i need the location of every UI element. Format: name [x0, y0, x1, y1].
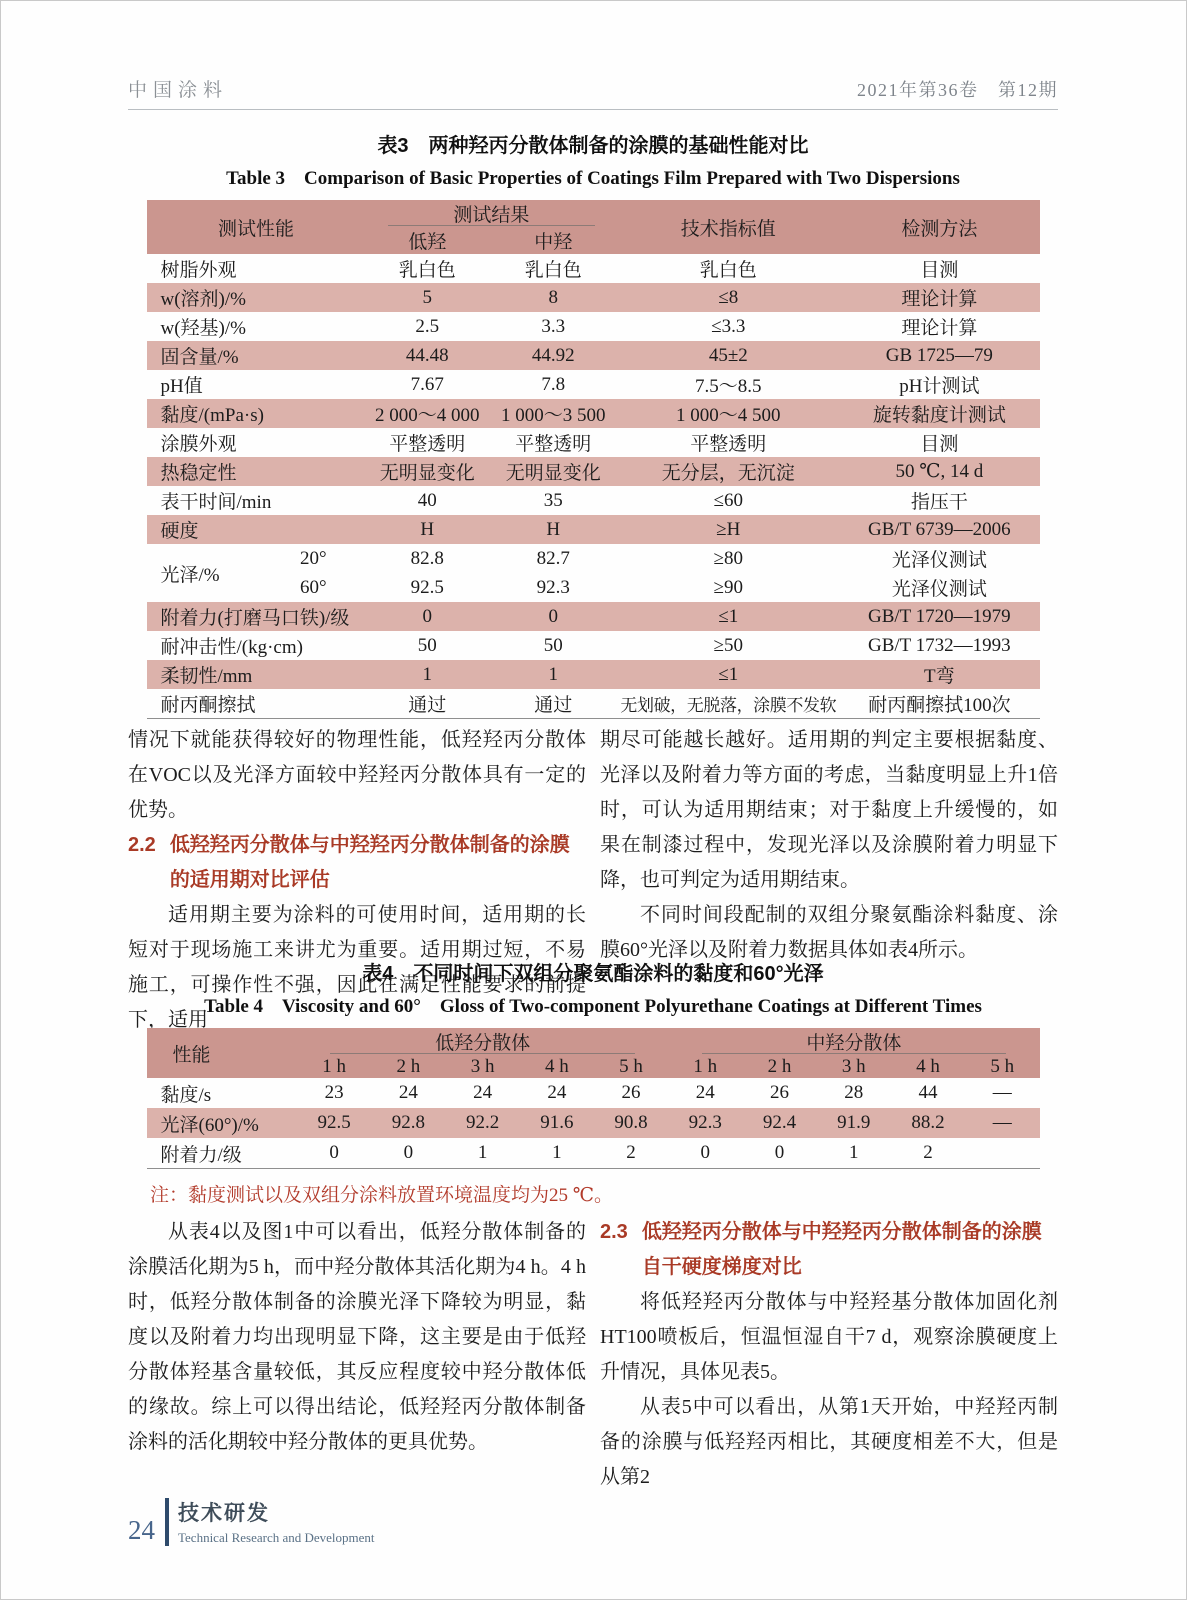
cell-mid: 92.3 [536, 576, 570, 598]
section-title: 低羟羟丙分散体与中羟羟丙分散体制备的涂膜自干硬度梯度对比 [641, 1221, 1042, 1278]
table-row [147, 631, 1040, 660]
cell: 92.2 [465, 1112, 500, 1133]
row-label: 固含量/% [160, 347, 239, 368]
cell: 2 [923, 1142, 933, 1163]
row-label: 涂膜外观 [160, 434, 237, 455]
col-group-mid: 中羟分散体 [668, 1028, 1039, 1055]
section-title: 低羟羟丙分散体与中羟羟丙分散体制备的涂膜的适用期对比评估 [169, 834, 570, 891]
table-row [147, 200, 1040, 227]
cell-low: 40 [417, 489, 437, 511]
table-row [147, 1078, 1040, 1108]
table-row [147, 486, 1040, 515]
table4-body [147, 1078, 1040, 1169]
cell-mid: 无明显变化 [505, 463, 601, 484]
cell: 24 [547, 1082, 567, 1103]
cell-spec: 乳白色 [699, 260, 757, 281]
section-number: 2.2 [128, 834, 156, 856]
row-label: pH值 [160, 376, 203, 397]
cell-method: 光泽仪测试 [891, 550, 987, 571]
cell-spec: 7.5～8.5 [695, 376, 762, 397]
col-header-method: 检测方法 [901, 218, 978, 240]
cell: 0 [700, 1142, 711, 1163]
table-row [147, 1028, 1040, 1055]
column-left [128, 1215, 586, 1495]
cell-method: GB/T 1720—1979 [868, 605, 1011, 627]
footer-section [178, 1497, 375, 1546]
cell-mid: 1 000～3 500 [500, 405, 606, 426]
cell-low: 50 [417, 634, 437, 656]
header-rule [128, 109, 1058, 110]
page-number: 24 [128, 1515, 155, 1545]
cell: 91.9 [837, 1112, 871, 1133]
col-header-time: 2 h [396, 1055, 421, 1077]
cell: 1 [552, 1142, 562, 1163]
cell-mid: 82.7 [536, 547, 570, 569]
table3-caption-zh: 表3 两种羟丙分散体制备的涂膜的基础性能对比 [377, 135, 809, 157]
cell: 91.6 [540, 1112, 574, 1133]
cell-mid: 0 [548, 605, 558, 627]
col-header-time: 2 h [767, 1055, 792, 1077]
row-label: 黏度/s [160, 1084, 212, 1106]
table3 [147, 200, 1040, 719]
cell-low: 92.5 [410, 576, 444, 598]
cell-spec: ≤60 [713, 489, 743, 511]
cell: 24 [473, 1082, 493, 1103]
cell-mid: 8 [548, 286, 558, 308]
row-label: 光泽(60°)/% [160, 1114, 259, 1136]
table4-header [147, 1028, 1040, 1078]
journal-title: 中国涂料 [128, 80, 229, 101]
row-label: 柔韧性/mm [160, 666, 253, 687]
row-label: 表干时间/min [160, 492, 272, 513]
paragraph: 不同时间段配制的双组分聚氨酯涂料黏度、涂膜60°光泽以及附着力数据具体如表4所示。 [600, 904, 1058, 961]
section-number: 2.3 [600, 1221, 628, 1243]
col-header-time: 4 h [916, 1055, 940, 1077]
table4-note: 注：黏度测试以及双组分涂料放置环境温度均为25 ℃。 [150, 1185, 614, 1206]
cell-spec: 平整透明 [690, 434, 767, 455]
body-columns-bottom [128, 1215, 1058, 1495]
col-header-time: 1 h [693, 1055, 718, 1077]
cell: 1 [849, 1142, 859, 1163]
table3-body [147, 254, 1040, 719]
cell: 90.8 [614, 1112, 648, 1133]
section-heading-2-3 [600, 1215, 1058, 1285]
col-header-property: 测试性能 [217, 218, 294, 240]
cell-mid: 7.8 [541, 373, 566, 395]
cell: — [992, 1112, 1012, 1133]
cell-spec: ≤1 [718, 605, 739, 627]
cell: 26 [770, 1082, 790, 1103]
cell: 44 [918, 1082, 938, 1103]
table-row [147, 312, 1040, 341]
cell [965, 1138, 1039, 1169]
cell-low: 44.48 [405, 344, 449, 366]
col-header-time: 3 h [470, 1055, 495, 1077]
cell-method: 理论计算 [901, 289, 978, 310]
cell-spec: 无划破，无脱落，涂膜不发软 [620, 696, 837, 715]
paragraph: 从表5中可以看出，从第1天开始，中羟羟丙制备的涂膜与低羟羟丙相比，其硬度相差不大，但是从第2 [600, 1396, 1058, 1488]
table-row [147, 602, 1040, 631]
col-header-time: 3 h [841, 1055, 866, 1077]
cell-mid: 35 [543, 489, 563, 511]
cell-low: 5 [422, 286, 432, 308]
row-label: 硬度 [160, 521, 199, 542]
cell-mid: 1 [548, 663, 558, 685]
row-label: 耐丙酮擦拭 [160, 695, 256, 716]
cell-low: 无明显变化 [379, 463, 475, 484]
cell-low: 82.8 [410, 547, 444, 569]
cell-low: 乳白色 [398, 260, 456, 281]
paragraph: 从表4以及图1中可以看出，低羟分散体制备的涂膜活化期为5 h，而中羟分散体其活化期为4 h。4 h时，低羟分散体制备的涂膜光泽下降较为明显，黏度以及附着力均出现明显下降，这主要是由于低羟分散体羟基含量较低，其反应程度较中羟分散体低的缘故。综上可以得出结论，低羟羟丙分散体制备涂料的活化期较中羟分散体的更具优势。 [128, 1221, 586, 1453]
row-label-gloss: 光泽/% [160, 564, 220, 586]
cell: 23 [324, 1082, 344, 1103]
cell-method: 指压干 [910, 492, 968, 513]
footer-divider [165, 1498, 169, 1546]
cell-method: 旋转黏度计测试 [872, 405, 1006, 426]
row-label: w(溶剂)/% [160, 289, 246, 310]
cell-low: 平整透明 [389, 434, 466, 455]
cell-method: 目测 [920, 434, 959, 455]
cell: 92.5 [317, 1112, 351, 1133]
row-label: 树脂外观 [160, 260, 237, 281]
col-header-property: 性能 [172, 1044, 211, 1066]
cell-method: 理论计算 [901, 318, 978, 339]
cell-low: 2 000～4 000 [374, 405, 480, 426]
table-row [147, 399, 1040, 428]
cell: 1 [477, 1142, 488, 1163]
cell-spec: 45±2 [708, 344, 748, 366]
cell-spec: 1 000～4 500 [676, 405, 781, 426]
page-header [128, 75, 1058, 102]
table-row [147, 1108, 1040, 1138]
table-row [147, 254, 1040, 283]
cell-spec: ≤1 [718, 663, 739, 685]
table-row [147, 457, 1040, 486]
table-row [147, 283, 1040, 312]
paragraph: 情况下就能获得较好的物理性能，低羟羟丙分散体在VOC以及光泽方面较中羟羟丙分散体具有一定的优势。 [128, 729, 586, 821]
cell: 0 [774, 1142, 785, 1163]
section-heading-2-2 [128, 828, 586, 898]
cell-method: 50 ℃, 14 d [895, 461, 984, 482]
cell-spec: ≥H [716, 518, 741, 540]
cell-method: GB/T 6739—2006 [868, 518, 1011, 540]
table4-caption-en: Table 4 Viscosity and 60° Gloss of Two-component Polyurethane Coatings at Different Times [204, 996, 982, 1017]
table4 [147, 1028, 1040, 1169]
cell-mid: 平整透明 [515, 434, 592, 455]
column-right [600, 1215, 1058, 1495]
cell-spec: ≤3.3 [711, 315, 746, 337]
table4-section [128, 957, 1058, 1207]
cell-spec: ≥80 [713, 547, 743, 569]
cell-mid: H [546, 518, 561, 540]
cell-mid: 50 [543, 634, 563, 656]
row-label: 黏度/(mPa·s) [160, 405, 264, 426]
cell-method: 耐丙酮擦拭100次 [868, 695, 1011, 716]
col-header-spec: 技术指标值 [680, 218, 776, 240]
cell: 88.2 [911, 1112, 945, 1133]
cell-method: 光泽仪测试 [891, 579, 987, 600]
table-row [147, 573, 1040, 602]
footer-section-en: Technical Research and Development [178, 1530, 375, 1545]
cell-spec: ≤8 [718, 286, 739, 308]
cell-low: 通过 [408, 695, 447, 716]
cell: 24 [695, 1082, 715, 1103]
cell-mid: 乳白色 [524, 260, 582, 281]
cell-low: H [420, 518, 435, 540]
table-row [147, 341, 1040, 370]
cell: 92.4 [762, 1112, 797, 1133]
cell-mid: 44.92 [531, 344, 575, 366]
table-row [147, 370, 1040, 399]
cell: 2 [626, 1142, 636, 1163]
cell-method: GB 1725—79 [885, 344, 993, 366]
cell-method: pH计测试 [899, 376, 980, 397]
cell-spec: ≥90 [713, 576, 743, 598]
cell-method: GB/T 1732—1993 [868, 634, 1011, 656]
row-label: w(羟基)/% [160, 318, 246, 339]
row-label: 附着力/级 [160, 1144, 242, 1166]
table-row [147, 689, 1040, 719]
cell-method: 目测 [920, 260, 959, 281]
cell-mid: 通过 [534, 695, 573, 716]
gloss-angle: 60° [299, 576, 327, 598]
table-row [147, 515, 1040, 544]
cell: 0 [329, 1142, 339, 1163]
col-header-result: 测试结果 [365, 200, 617, 227]
cell: 92.3 [688, 1112, 722, 1133]
table4-caption-zh: 表4 不同时间下双组分聚氨酯涂料的黏度和60°光泽 [362, 963, 824, 985]
col-header-time: 4 h [544, 1055, 569, 1077]
cell-low: 1 [422, 663, 432, 685]
cell-low: 7.67 [410, 373, 444, 395]
gloss-angle: 20° [299, 547, 327, 569]
cell: 28 [844, 1082, 864, 1103]
cell-spec: 无分层，无沉淀 [661, 463, 795, 484]
issue-info: 2021年第36卷 第12期 [857, 80, 1058, 100]
table-row [147, 1138, 1040, 1169]
col-header-low: 低羟 [408, 232, 447, 253]
paragraph: 将低羟羟丙分散体与中羟羟基分散体加固化剂HT100喷板后，恒温恒湿自干7 d，观察涂膜硬度上升情况，具体见表5。 [600, 1291, 1058, 1383]
table-row [147, 544, 1040, 573]
row-label: 耐冲击性/(kg·cm) [160, 637, 303, 658]
col-header-mid: 中羟 [534, 232, 573, 253]
paragraph: 期尽可能越长越好。适用期的判定主要根据黏度、光泽以及附着力等方面的考虑，当黏度明显上升1倍时，可认为适用期结束；对于黏度上升缓慢的，如果在制漆过程中，发现光泽以及涂膜附着力明显下降，也可判定为适用期结束。 [600, 729, 1058, 891]
table3-header [147, 200, 1040, 254]
cell: — [992, 1082, 1012, 1103]
cell-method: T弯 [924, 666, 955, 687]
cell-low: 2.5 [415, 315, 440, 337]
table3-caption-en: Table 3 Comparison of Basic Properties of Coatings Film Prepared with Two Dispersions [226, 168, 960, 189]
cell-spec: ≥50 [713, 634, 743, 656]
col-header-time: 5 h [619, 1055, 643, 1077]
page-footer [128, 1497, 375, 1546]
table3-section [128, 129, 1058, 719]
footer-section-zh: 技术研发 [178, 1502, 270, 1525]
table-row [147, 428, 1040, 457]
row-label: 附着力(打磨马口铁)/级 [160, 608, 350, 629]
cell-mid: 3.3 [541, 315, 566, 337]
cell: 92.8 [391, 1112, 425, 1133]
cell-low: 0 [422, 605, 432, 627]
cell: 26 [621, 1082, 641, 1103]
paragraph: 适用期主要为涂料的可使用时间，适用期的长短对于现场施工来讲尤为重要。适用期过短，不易施工，可操作性不强，因此在满足性能要求的前提下，适用 [128, 904, 586, 1031]
cell: 0 [403, 1142, 414, 1163]
row-label: 热稳定性 [160, 463, 237, 484]
table-row [147, 660, 1040, 689]
col-group-low: 低羟分散体 [297, 1028, 668, 1055]
col-header-time: 5 h [990, 1055, 1015, 1077]
col-header-time: 1 h [322, 1055, 346, 1077]
cell: 24 [398, 1082, 418, 1103]
